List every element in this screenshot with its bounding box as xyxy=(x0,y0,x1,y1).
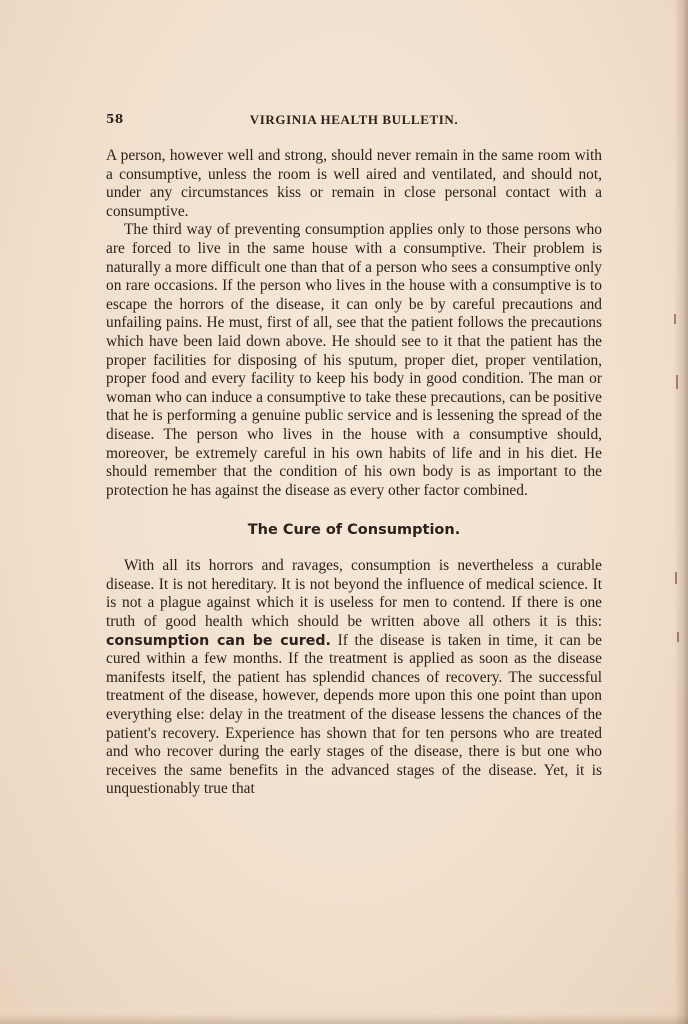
margin-mark xyxy=(677,632,679,642)
page-bottom-shadow xyxy=(0,1014,688,1024)
paragraph-text: If the disease is taken in time, it can be cured within a few months. If the treatment is applied as soon as the disease manifests itself, the patient has splendid chances of recovery. The successful treatment of the disease, however, depends more upon this one point than upon everything else: delay in the treatment of the disease lessens the chances of the patient's recovery. Experience has shown that for ten persons who are treated and who recover during the early stages of the disease, there is but one who receives the same benefits in the advanced stages of the disease. Yet, it is unquestionably true that xyxy=(106,631,602,798)
section-heading: The Cure of Consumption. xyxy=(247,522,461,539)
paragraph: The third way of preventing consumption applies only to those persons who are forced to live in the same house with a consumptive. Their problem is naturally a more difficult one than that of a person who sees a consumptive only on rare occasions. If the person who lives in the house with a consumptive is to escape the horrors of the disease, it can only be by careful precautions and unfailing pains. He must, first of all, see that the patient follows the precautions which have been laid down above. He should see to it that the patient has the proper facilities for disposing of his sputum, proper diet, proper ventilation, proper food and every facility to keep his body in good condition. The man or woman who can induce a consumptive to take these precautions, can be positive that he is performing a genuine public service and is lessening the spread of the disease. The person who lives in the house with a consumptive should, moreover, be extremely careful in his own habits of life and in his diet. He should remember that the condition of his own body is as important to the protection he has against the disease as every other factor combined. xyxy=(106,221,602,499)
paragraph: A person, however well and strong, should never remain in the same room with a consumptive, unless the room is well aired and ventilated, and should not, under any circumstances kiss or remain in close personal contact with a consumptive. xyxy=(106,147,602,220)
page-edge-shadow xyxy=(674,0,688,1024)
margin-mark xyxy=(675,572,677,584)
paragraph xyxy=(106,557,602,799)
margin-mark xyxy=(674,314,676,324)
paragraph-text: With all its horrors and ravages, consumption is nevertheless a curable disease. It is not hereditary. It is not beyond the influence of medical science. It is not a plague against which it is useless for men to contend. If there is one truth of good health which should be written above all others it is this: xyxy=(106,557,602,631)
emphasis-text: consumption can be cured. xyxy=(106,632,331,649)
page-body xyxy=(106,147,602,799)
page-number: 58 xyxy=(106,112,124,126)
margin-mark xyxy=(676,375,678,389)
page-header xyxy=(106,112,602,132)
running-head: VIRGINIA HEALTH BULLETIN. xyxy=(249,112,459,127)
